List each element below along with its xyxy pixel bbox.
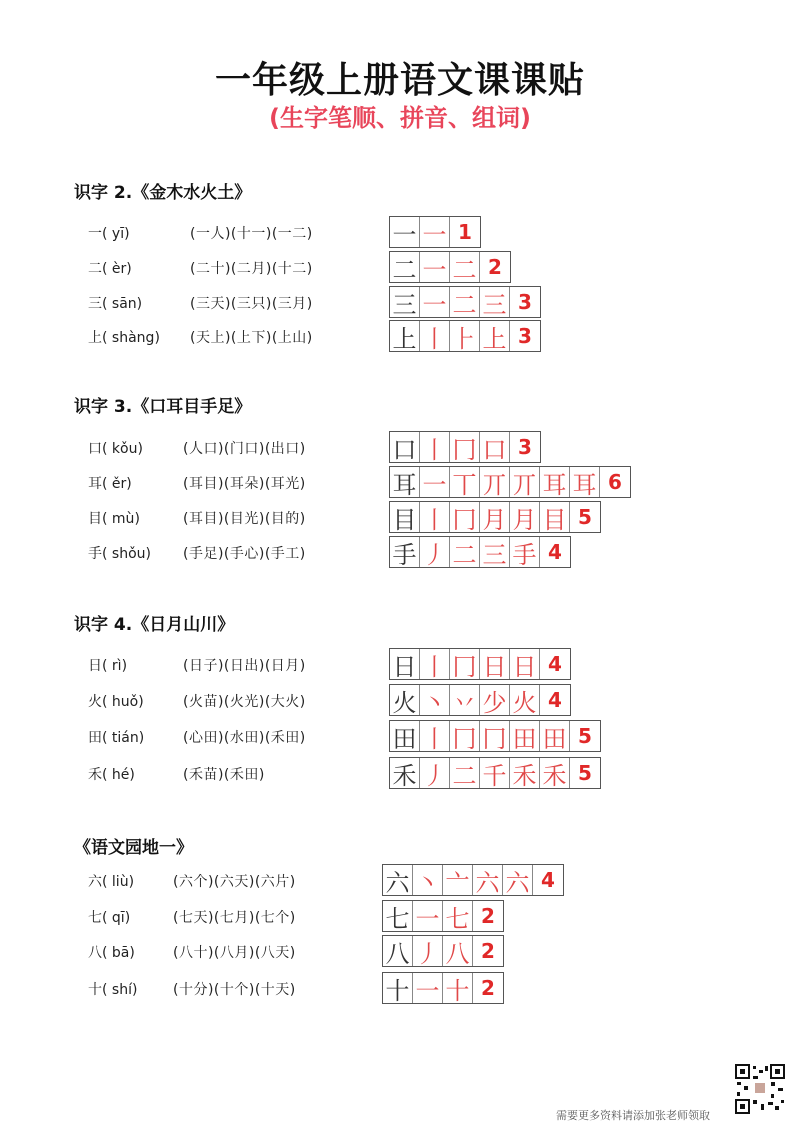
stroke-cell-step: 冂 — [450, 432, 480, 462]
stroke-cell-character: 耳 — [390, 467, 420, 497]
stroke-cell-step: 千 — [480, 758, 510, 788]
word-examples: (天上)(上下)(上山) — [190, 330, 313, 346]
character-row — [0, 972, 800, 1004]
stroke-cell-character: 六 — [383, 865, 413, 895]
paren-close: ) — [129, 945, 135, 961]
stroke-count: 4 — [541, 868, 555, 892]
character-pinyin-label — [88, 438, 143, 458]
stroke-order-grid — [382, 972, 504, 1004]
character: 七 — [88, 910, 102, 926]
stroke-cell-step: 丿 — [413, 936, 443, 966]
stroke-count: 6 — [608, 470, 622, 494]
stroke-cell-step: 二 — [450, 537, 480, 567]
paren-close: ) — [126, 261, 132, 277]
pinyin: hé — [111, 767, 130, 783]
stroke-cell-step: 禾 — [510, 758, 540, 788]
word-examples: (耳目)(耳朵)(耳光) — [183, 476, 306, 492]
stroke-cell-step: 丿 — [420, 758, 450, 788]
pinyin: yī — [111, 226, 125, 242]
stroke-cell-step: 丌 — [480, 467, 510, 497]
paren-open: ( — [102, 730, 112, 746]
character-pinyin-label — [88, 655, 127, 675]
character: 目 — [88, 511, 102, 527]
word-examples: (日子)(日出)(日月) — [183, 658, 306, 674]
stroke-order-grid — [389, 320, 541, 352]
stroke-cell-step: 丿 — [420, 537, 450, 567]
stroke-cell-step: 月 — [480, 502, 510, 532]
pinyin: shí — [111, 982, 132, 998]
character-row — [0, 684, 800, 716]
character-row — [0, 320, 800, 352]
paren-open: ( — [102, 546, 112, 562]
stroke-cell-character: 火 — [390, 685, 420, 715]
stroke-order-grid — [382, 935, 504, 967]
stroke-count: 4 — [548, 688, 562, 712]
stroke-cell-step: 丶 — [413, 865, 443, 895]
stroke-cell-character: 七 — [383, 901, 413, 931]
character-pinyin-label — [88, 473, 132, 493]
paren-open: ( — [102, 982, 112, 998]
paren-open: ( — [102, 694, 112, 710]
stroke-cell-step: 少 — [480, 685, 510, 715]
stroke-cell-character: 手 — [390, 537, 420, 567]
word-examples: (一人)(十一)(一二) — [190, 226, 313, 242]
stroke-order-grid — [389, 648, 571, 680]
character-row — [0, 251, 800, 283]
character-pinyin-label — [88, 764, 135, 784]
word-examples: (八十)(八月)(八天) — [173, 945, 296, 961]
footer-note: 需要更多资料请添加张老师领取 — [556, 1109, 710, 1122]
stroke-cell-step: 丨 — [420, 649, 450, 679]
stroke-order-grid — [389, 216, 481, 248]
stroke-cell-step: 日 — [480, 649, 510, 679]
paren-close: ) — [136, 296, 143, 312]
stroke-order-grid — [389, 536, 571, 568]
stroke-cell-step: 田 — [540, 721, 570, 751]
stroke-cell-step: 丨 — [420, 321, 450, 351]
pinyin: huǒ — [111, 694, 139, 710]
stroke-order-grid — [382, 864, 564, 896]
paren-close: ) — [137, 441, 143, 457]
paren-close: ) — [131, 982, 138, 998]
character-pinyin-label — [88, 293, 142, 313]
paren-open: ( — [102, 226, 112, 242]
paren-open: ( — [102, 476, 112, 492]
character-row — [0, 935, 800, 967]
stroke-cell-character: 二 — [390, 252, 420, 282]
pinyin: ěr — [111, 476, 127, 492]
stroke-cell-step: 丨 — [420, 502, 450, 532]
paren-close: ) — [138, 694, 144, 710]
character-row — [0, 286, 800, 318]
stroke-cell-character: 目 — [390, 502, 420, 532]
stroke-cell-step: 三 — [480, 537, 510, 567]
stroke-cell-step: 七 — [443, 901, 473, 931]
section-title: 识字 3.《口耳目手足》 — [74, 397, 252, 417]
character-pinyin-label — [88, 727, 144, 747]
word-examples: (七天)(七月)(七个) — [173, 910, 296, 926]
stroke-cell-step: 冂 — [450, 649, 480, 679]
character-pinyin-label — [88, 871, 134, 891]
stroke-order-grid — [389, 684, 571, 716]
pinyin: qī — [111, 910, 125, 926]
character: 十 — [88, 982, 102, 998]
stroke-cell-step: 上 — [480, 321, 510, 351]
stroke-cell-step: 三 — [480, 287, 510, 317]
stroke-count: 4 — [548, 540, 562, 564]
character-row — [0, 900, 800, 932]
stroke-cell-step: 目 — [540, 502, 570, 532]
page-title: 一年级上册语文课课贴 — [214, 60, 585, 101]
character: 口 — [88, 441, 102, 457]
stroke-cell-step: 丌 — [510, 467, 540, 497]
stroke-cell-step: 六 — [503, 865, 533, 895]
stroke-cell-step: 一 — [413, 901, 443, 931]
paren-close: ) — [126, 476, 132, 492]
word-examples: (六个)(六天)(六片) — [173, 874, 296, 890]
character-row — [0, 536, 800, 568]
paren-close: ) — [134, 511, 140, 527]
stroke-cell-step: 丨 — [420, 721, 450, 751]
character-pinyin-label — [88, 691, 144, 711]
pinyin: mù — [111, 511, 135, 527]
stroke-count: 1 — [458, 220, 472, 244]
stroke-cell-step: 丅 — [450, 467, 480, 497]
character: 三 — [88, 296, 102, 312]
stroke-cell-step: 冂 — [480, 721, 510, 751]
pinyin: liù — [111, 874, 129, 890]
paren-open: ( — [102, 945, 112, 961]
stroke-count: 2 — [481, 976, 495, 1000]
stroke-cell-step: 禾 — [540, 758, 570, 788]
stroke-count: 3 — [518, 290, 532, 314]
character: 田 — [88, 730, 102, 746]
stroke-cell-step: 口 — [480, 432, 510, 462]
paren-open: ( — [102, 658, 112, 674]
character: 手 — [88, 546, 102, 562]
character: 火 — [88, 694, 102, 710]
paren-close: ) — [128, 874, 135, 890]
stroke-cell-step: 田 — [510, 721, 540, 751]
section-title: 《语文园地一》 — [74, 838, 193, 858]
paren-open: ( — [102, 874, 112, 890]
pinyin: shǒu — [111, 546, 146, 562]
character: 二 — [88, 261, 102, 277]
stroke-cell-step: 二 — [450, 287, 480, 317]
stroke-order-grid — [382, 900, 504, 932]
stroke-order-grid — [389, 757, 601, 789]
stroke-count: 4 — [548, 652, 562, 676]
character: 上 — [88, 330, 102, 346]
stroke-cell-character: 一 — [390, 217, 420, 247]
paren-close: ) — [154, 330, 160, 346]
stroke-cell-step: 一 — [413, 973, 443, 1003]
stroke-order-grid — [389, 466, 631, 498]
character-pinyin-label — [88, 223, 130, 243]
stroke-count: 2 — [481, 939, 495, 963]
word-examples: (火苗)(火光)(大火) — [183, 694, 306, 710]
character-pinyin-label — [88, 327, 160, 347]
paren-open: ( — [102, 767, 112, 783]
stroke-count: 5 — [578, 724, 592, 748]
stroke-cell-step: 丶 — [420, 685, 450, 715]
paren-open: ( — [102, 441, 112, 457]
stroke-cell-step: 手 — [510, 537, 540, 567]
paren-open: ( — [102, 910, 112, 926]
stroke-cell-step: 一 — [420, 287, 450, 317]
pinyin: bā — [111, 945, 130, 961]
stroke-cell-character: 十 — [383, 973, 413, 1003]
stroke-order-grid — [389, 501, 601, 533]
character-row — [0, 757, 800, 789]
word-examples: (三天)(三只)(三月) — [190, 296, 313, 312]
stroke-cell-step: ⺊ — [450, 321, 480, 351]
stroke-cell-character: 三 — [390, 287, 420, 317]
character: 八 — [88, 945, 102, 961]
paren-close: ) — [121, 658, 128, 674]
stroke-order-grid — [389, 286, 541, 318]
character-row — [0, 216, 800, 248]
character-row — [0, 720, 800, 752]
stroke-cell-step: 二 — [450, 758, 480, 788]
stroke-cell-character: 日 — [390, 649, 420, 679]
stroke-cell-step: 耳 — [540, 467, 570, 497]
stroke-count: 2 — [481, 904, 495, 928]
character-pinyin-label — [88, 907, 130, 927]
word-examples: (手足)(手心)(手工) — [183, 546, 306, 562]
character: 耳 — [88, 476, 102, 492]
word-examples: (人口)(门口)(出口) — [183, 441, 306, 457]
stroke-order-grid — [389, 251, 511, 283]
stroke-count: 3 — [518, 324, 532, 348]
word-examples: (十分)(十个)(十天) — [173, 982, 296, 998]
character-pinyin-label — [88, 258, 132, 278]
stroke-cell-character: 禾 — [390, 758, 420, 788]
stroke-cell-character: 田 — [390, 721, 420, 751]
pinyin: kǒu — [111, 441, 138, 457]
character: 六 — [88, 874, 102, 890]
stroke-cell-step: 一 — [420, 252, 450, 282]
paren-close: ) — [145, 546, 151, 562]
word-examples: (禾苗)(禾田) — [183, 767, 265, 783]
word-examples: (耳目)(目光)(目的) — [183, 511, 306, 527]
section-title: 识字 4.《日月山川》 — [74, 615, 235, 635]
paren-open: ( — [102, 296, 112, 312]
stroke-cell-step: 六 — [473, 865, 503, 895]
pinyin: shàng — [111, 330, 155, 346]
stroke-cell-character: 八 — [383, 936, 413, 966]
stroke-cell-character: 上 — [390, 321, 420, 351]
paren-close: ) — [129, 767, 135, 783]
stroke-cell-step: 一 — [420, 467, 450, 497]
stroke-cell-step: 丷 — [450, 685, 480, 715]
stroke-order-grid — [389, 720, 601, 752]
stroke-cell-step: 火 — [510, 685, 540, 715]
word-examples: (心田)(水田)(禾田) — [183, 730, 306, 746]
stroke-cell-step: 冂 — [450, 721, 480, 751]
stroke-count: 5 — [578, 505, 592, 529]
paren-close: ) — [124, 910, 131, 926]
character: 禾 — [88, 767, 102, 783]
character-row — [0, 864, 800, 896]
paren-close: ) — [124, 226, 130, 242]
section-title: 识字 2.《金木水火土》 — [74, 183, 252, 203]
pinyin: èr — [111, 261, 127, 277]
character-row — [0, 501, 800, 533]
stroke-cell-step: 亠 — [443, 865, 473, 895]
stroke-count: 2 — [488, 255, 502, 279]
qr-code-icon — [735, 1064, 785, 1114]
character-pinyin-label — [88, 543, 151, 563]
stroke-count: 3 — [518, 435, 532, 459]
stroke-cell-step: 月 — [510, 502, 540, 532]
paren-open: ( — [102, 330, 112, 346]
paren-open: ( — [102, 511, 112, 527]
stroke-cell-step: 十 — [443, 973, 473, 1003]
character-row — [0, 431, 800, 463]
paren-open: ( — [102, 261, 112, 277]
stroke-cell-step: 丨 — [420, 432, 450, 462]
stroke-cell-step: 日 — [510, 649, 540, 679]
character-row — [0, 648, 800, 680]
character-pinyin-label — [88, 979, 137, 999]
character: 日 — [88, 658, 102, 674]
character: 一 — [88, 226, 102, 242]
word-examples: (二十)(二月)(十二) — [190, 261, 313, 277]
pinyin: sān — [111, 296, 137, 312]
stroke-count: 5 — [578, 761, 592, 785]
character-row — [0, 466, 800, 498]
stroke-cell-character: 口 — [390, 432, 420, 462]
stroke-cell-step: 耳 — [570, 467, 600, 497]
character-pinyin-label — [88, 508, 140, 528]
stroke-cell-step: 一 — [420, 217, 450, 247]
stroke-cell-step: 八 — [443, 936, 473, 966]
page-subtitle: (生字笔顺、拼音、组词) — [269, 104, 531, 132]
stroke-order-grid — [389, 431, 541, 463]
pinyin: rì — [111, 658, 122, 674]
stroke-cell-step: 冂 — [450, 502, 480, 532]
character-pinyin-label — [88, 942, 135, 962]
stroke-cell-step: 二 — [450, 252, 480, 282]
paren-close: ) — [138, 730, 145, 746]
pinyin: tián — [111, 730, 139, 746]
